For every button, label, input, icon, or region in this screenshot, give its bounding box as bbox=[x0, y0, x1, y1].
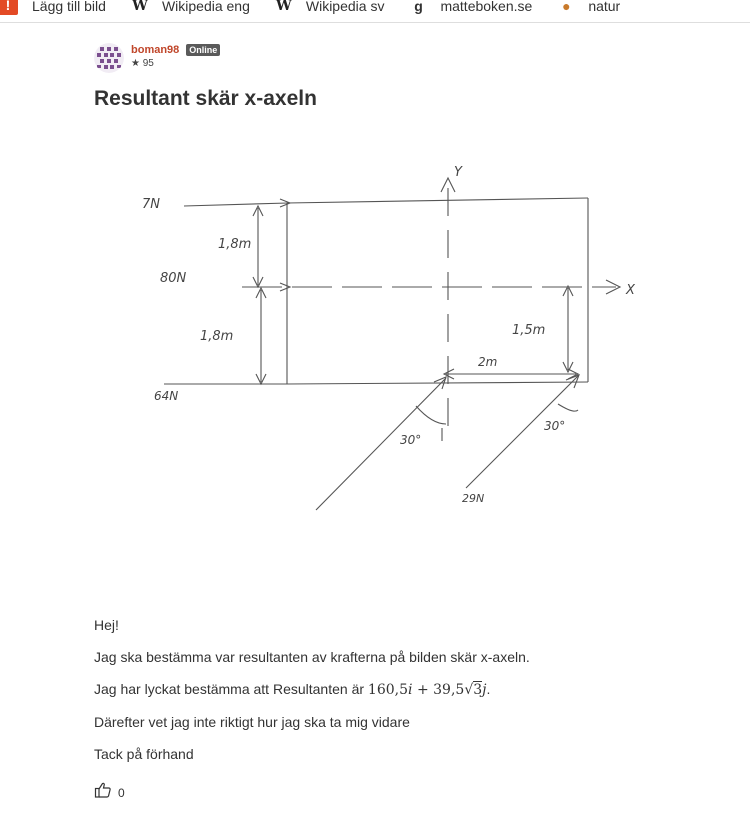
avatar-pattern-icon bbox=[94, 43, 124, 73]
paragraph: Tack på förhand bbox=[94, 746, 194, 762]
wikipedia-icon: W bbox=[276, 0, 292, 14]
bookmark-item[interactable] bbox=[558, 0, 646, 14]
post-author bbox=[94, 43, 220, 73]
angle-label-left: 30° bbox=[400, 433, 422, 447]
dimension-label-right: 1,5m bbox=[512, 323, 546, 338]
post-image[interactable] bbox=[94, 148, 664, 528]
like-control bbox=[94, 781, 125, 804]
bookmark-red-icon: ! bbox=[0, 0, 18, 15]
page-title: Resultant skär x-axeln bbox=[94, 87, 317, 110]
dimension-label-horizontal: 2m bbox=[478, 355, 498, 369]
like-button[interactable] bbox=[94, 781, 112, 804]
force-label-bottom: 64N bbox=[154, 389, 179, 403]
paragraph: Jag har lyckat bestämma att Resultanten är 160,5i + 39,5√3j. bbox=[94, 681, 491, 698]
status-badge: Online bbox=[186, 44, 220, 56]
bookmark-label: natur bbox=[588, 0, 621, 14]
bookmark-item[interactable] bbox=[132, 0, 276, 14]
bookmark-item[interactable] bbox=[276, 0, 411, 14]
dimension-label-upper: 1,8m bbox=[218, 237, 252, 252]
force-diagram bbox=[94, 148, 664, 528]
avatar[interactable] bbox=[94, 43, 124, 73]
like-count: 0 bbox=[118, 785, 125, 800]
thumbs-up-icon bbox=[94, 781, 112, 799]
angle-label-right: 30° bbox=[544, 419, 566, 433]
bookmarks-bar bbox=[0, 0, 750, 23]
force-label-mid: 80N bbox=[160, 271, 187, 286]
force-label-diagonal: 29N bbox=[462, 492, 485, 505]
acorn-icon: ● bbox=[562, 0, 571, 14]
force-label-top: 7N bbox=[142, 197, 160, 212]
axis-label-x: X bbox=[626, 283, 635, 298]
bookmark-label: Lägg till bild bbox=[32, 0, 106, 14]
axis-label-y: Y bbox=[454, 165, 462, 180]
user-stars: ★ 95 bbox=[131, 58, 154, 69]
paragraph: Därefter vet jag inte riktigt hur jag ska ta mig vidare bbox=[94, 714, 410, 730]
bookmark-label: Wikipedia eng bbox=[161, 0, 250, 14]
bookmark-item[interactable] bbox=[410, 0, 558, 14]
bookmark-item[interactable] bbox=[0, 0, 132, 15]
bookmark-label: Wikipedia sv bbox=[305, 0, 385, 14]
dimension-label-lower: 1,8m bbox=[200, 329, 234, 344]
username-link[interactable]: boman98 bbox=[131, 44, 180, 56]
math-expression: 160,5i + 39,5√3j bbox=[367, 682, 487, 698]
g-icon: g bbox=[414, 0, 423, 14]
post-body bbox=[94, 617, 530, 778]
paragraph: Jag ska bestämma var resultanten av krafterna på bilden skär x-axeln. bbox=[94, 649, 530, 665]
paragraph: Hej! bbox=[94, 617, 119, 633]
wikipedia-icon: W bbox=[132, 0, 148, 14]
bookmark-label: matteboken.se bbox=[440, 0, 533, 14]
